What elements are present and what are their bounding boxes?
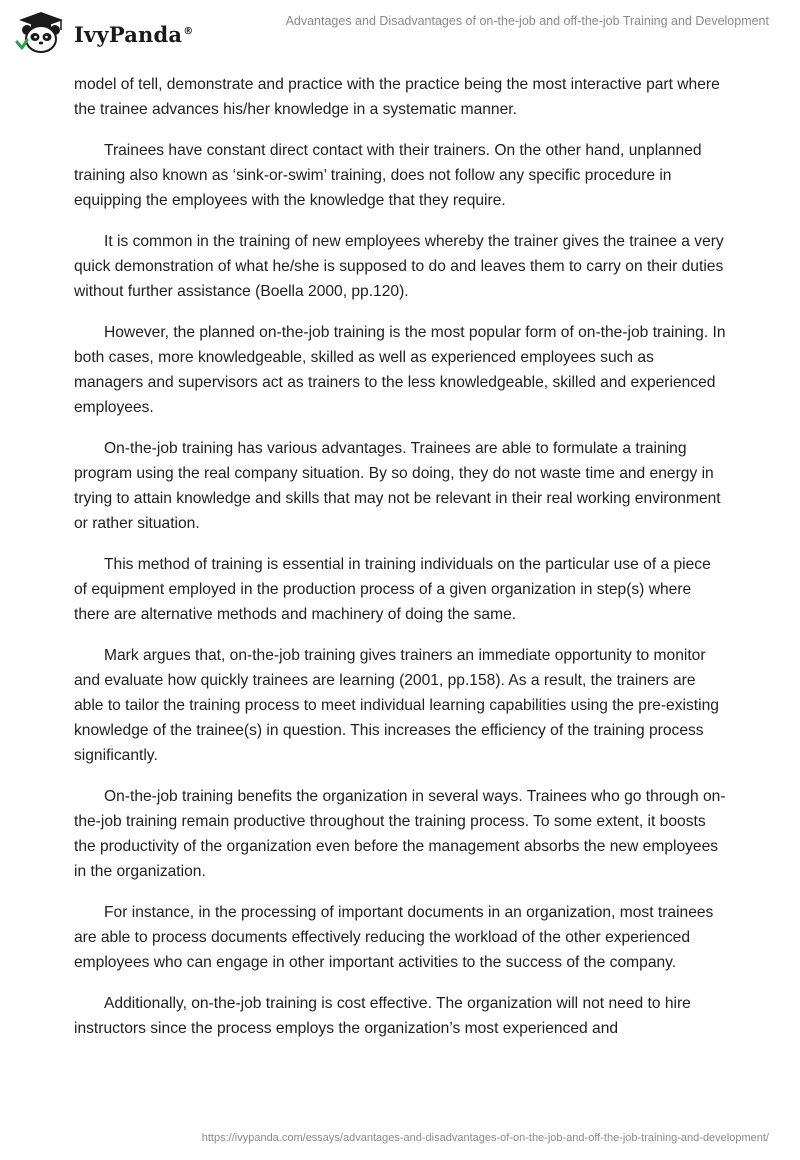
paragraph: model of tell, demonstrate and practice with the practice being the most interactive part where the trainee advances his/her knowledge in a systematic manner. [74,76,720,118]
document-title: Advantages and Disadvantages of on-the-job and off-the-job Training and Development [285,14,769,28]
brand-logo[interactable] [14,10,193,54]
source-url[interactable]: https://ivypanda.com/essays/advantages-and-disadvantages-of-on-the-job-and-off-the-job-training-and-development/ [201,1132,769,1144]
paragraph: Trainees have constant direct contact with their trainers. On the other hand, unplanned training also known as ‘sink-or-swim’ training, does not follow any specific procedure in equipping the employees with the knowledge that they require. [74,142,702,209]
paragraph: Mark argues that, on-the-job training gives trainers an immediate opportunity to monitor and evaluate how quickly trainees are learning (2001, pp.158). As a result, the trainers are able to tailor the training process to meet individual learning capabilities using the pre-existing knowledge of the trainee(s) in question. This increases the efficiency of the training process significantly. [74,647,719,764]
page-header [0,0,800,62]
paragraph: On-the-job training has various advantages. Trainees are able to formulate a training program using the real company situation. By so doing, they do not waste time and energy in trying to attain knowledge and skills that may not be relevant in their real working environment or rather situation. [74,440,721,532]
paragraph: Additionally, on-the-job training is cost effective. The organization will not need to hire instructors since the process employs the organization’s most experienced and [74,995,691,1037]
paragraph: However, the planned on-the-job training is the most popular form of on-the-job training. In both cases, more knowledgeable, skilled as well as experienced employees such as managers and supervisors act as trainers to the less knowledgeable, skilled and experienced employees. [74,324,726,416]
paragraph: This method of training is essential in training individuals on the particular use of a piece of equipment employed in the production process of a given organization in step(s) where there are alternative methods and machinery of doing the same. [74,556,711,623]
paragraph: On-the-job training benefits the organization in several ways. Trainees who go through on-the-job training remain productive throughout the training process. To some extent, it boosts the productivity of the organization even before the management absorbs the new employees in the organization. [74,788,726,880]
paragraph: It is common in the training of new employees whereby the trainer gives the trainee a very quick demonstration of what he/she is supposed to do and leaves them to carry on their duties without further assistance (Boella 2000, pp.120). [74,233,724,300]
brand-name: IvyPanda® [74,21,194,47]
paragraph: For instance, in the processing of important documents in an organization, most trainees are able to process documents effectively reducing the workload of the other experienced employees who can engage in other important activities to the success of the company. [74,904,714,971]
essay-body [74,72,726,1057]
panda-graduation-cap-icon [14,10,68,54]
